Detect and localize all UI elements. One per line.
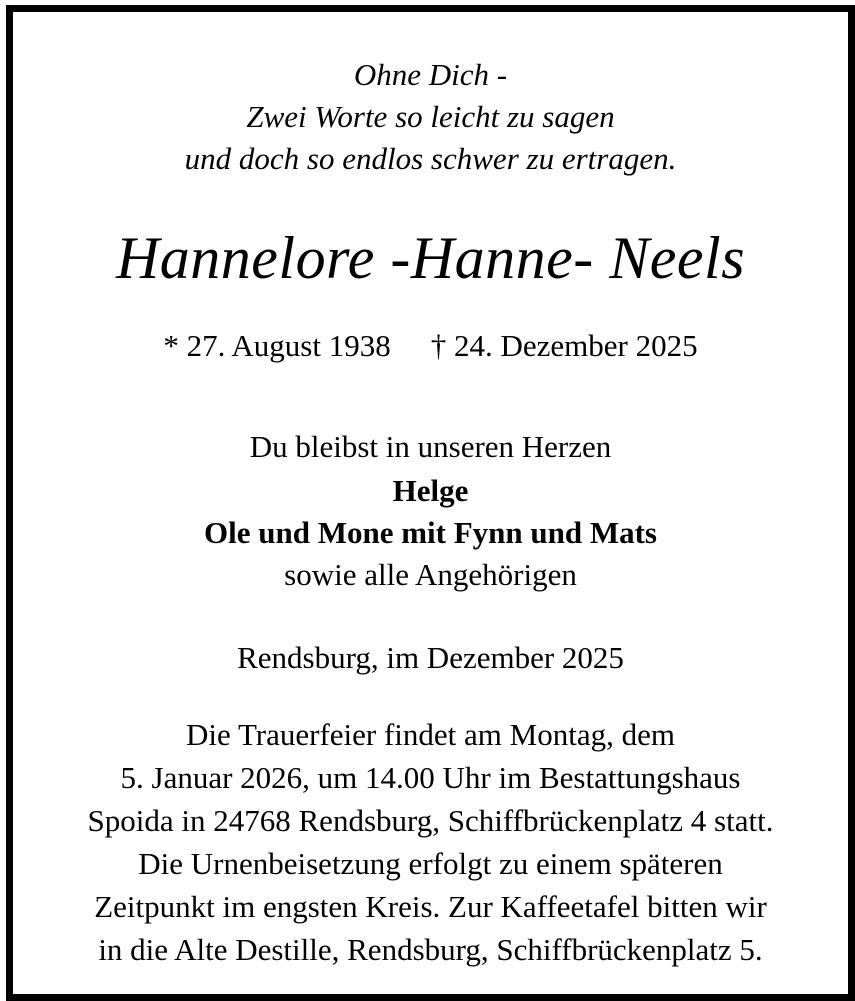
notice-line-2: 5. Januar 2026, um 14.00 Uhr im Bestattungshaus [120, 760, 741, 795]
poem-line-1: Ohne Dich - [353, 57, 508, 92]
notice-line-1: Die Trauerfeier findet am Montag, dem [186, 717, 675, 752]
mourner-name: Helge [392, 473, 469, 508]
poem-line-3: und doch so endlos schwer zu ertragen. [184, 141, 677, 176]
mourner-name: Ole und Mone mit Fynn und Mats [203, 515, 657, 550]
place-date: Rendsburg, im Dezember 2025 [237, 640, 624, 675]
notice-line-6: in die Alte Destille, Rendsburg, Schiffbrückenplatz 5. [98, 932, 763, 967]
birth-date: * 27. August 1938 [163, 328, 391, 363]
notice-line-5: Zeitpunkt im engsten Kreis. Zur Kaffeetafel bitten wir [94, 889, 767, 924]
obituary-frame [6, 5, 855, 1001]
mourners-others: sowie alle Angehörigen [284, 557, 577, 592]
poem-line-2: Zwei Worte so leicht zu sagen [246, 99, 615, 134]
deceased-name: Hannelore -Hanne- Neels [115, 225, 746, 291]
notice-line-4: Die Urnenbeisetzung erfolgt zu einem späteren [138, 846, 723, 881]
life-dates [13, 328, 848, 364]
death-date: † 24. Dezember 2025 [430, 328, 698, 363]
notice-line-3: Spoida in 24768 Rendsburg, Schiffbrückenplatz 4 statt. [87, 803, 774, 838]
mourners-intro: Du bleibst in unseren Herzen [249, 429, 612, 464]
